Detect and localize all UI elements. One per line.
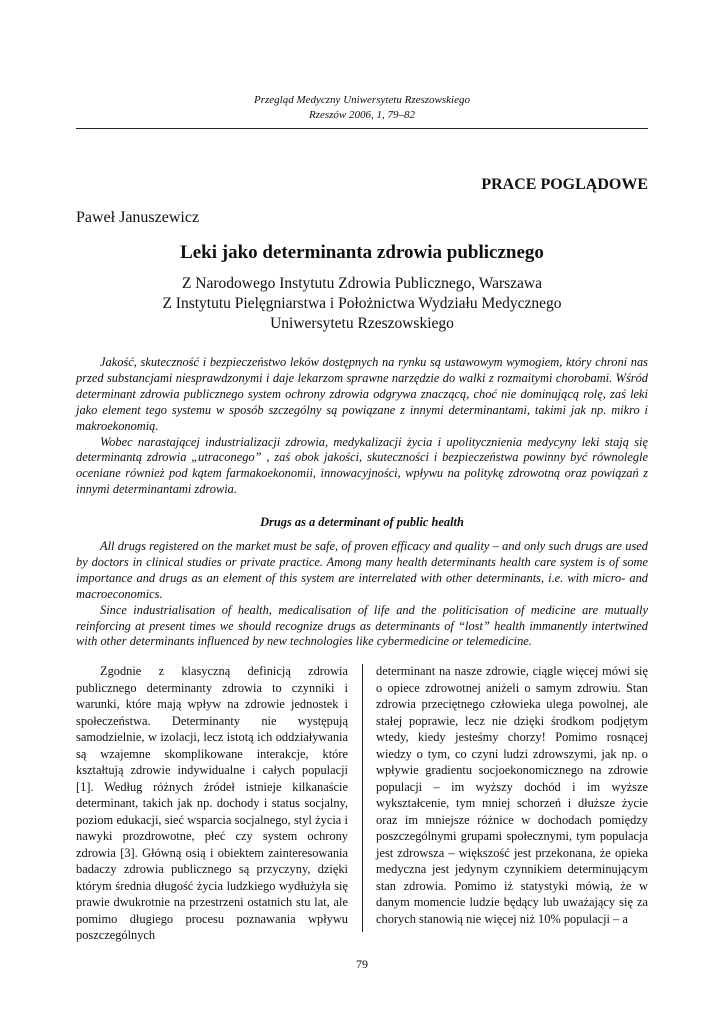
author-name: Paweł Januszewicz: [76, 209, 200, 226]
abstract-paragraph: Since industrialisation of health, medicalisation of life and the politicisation of medicine are mutually reinforcing at present times we should recognize drugs as determinants of “lost” health immanently intertwined with other determinants influenced by new technologies like cybermedicine or telemedicine.: [76, 602, 648, 649]
abstract-english: [76, 539, 648, 650]
affiliation-line: Uniwersytetu Rzeszowskiego: [270, 315, 454, 332]
body-paragraph: Zgodnie z klasyczną definicją zdrowia publicznego determinanty zdrowia to czynniki i warunki, które mają wpływ na zdrowie jednostek i społeczeństwa. Determinanty nie występują samodzielnie, w izolacji, lecz istotą ich oddziaływania są wzajemne skomplikowane interakcje, które kształtują zdrowie indywidualne i całych populacji [1]. Według różnych źródeł istnieje kilkanaście determinant, takich jak np. dochody i status socjalny, poziom edukacji, sieć wsparcia socjalnego, styl życia i nawyki prozdrowotne, płeć czy system ochrony zdrowia [3]. Główną osią i obiektem zainteresowania badaczy zdrowia publicznego są przyczyny, dzięki którym średnia długość życia ludzkiego wydłużyła się prawie dwukrotnie na przestrzeni ostatnich stu lat, ale pomimo długiego procesu poznawania wpływu poszczególnych: [76, 664, 348, 942]
page-number: 79: [356, 957, 368, 971]
affiliations: [0, 274, 724, 334]
column-divider: [362, 664, 363, 932]
affiliation-line: Z Narodowego Instytutu Zdrowia Publicznego, Warszawa: [181, 275, 543, 292]
body-column-right: [376, 663, 648, 927]
affiliation-line: Z Instytutu Pielęgniarstwa i Położnictwa Wydziału Medycznego: [162, 295, 562, 312]
body-paragraph: determinant na nasze zdrowie, ciągle więcej mówi się o opiece zdrowotnej aniżeli o samym zdrowiu. Stan zdrowia przeciętnego człowieka ulega powolnej, ale stałej poprawie, lecz nie dzięki środkom podjętym wtedy, kiedy jesteśmy chorzy! Pomimo rosnącej wiedzy o tym, co czyni ludzi zdrowszymi, jak np. o wpływie gradientu socjoekonomicznego na zdrowie populacji – im wyższy dochód i im wyższe wykształcenie, tym mniej schorzeń i dłuższe życie oraz im mniejsze różnice w dochodach pomiędzy poszczególnymi grupami społecznymi, tym populacja jest zdrowsza – większość jest przekonana, że opieka medyczna jest jedynym czynnikiem determinującym stan zdrowia. Pomimo iż statystyki mówią, że w danym momencie ludzie będący lub uważający się za chorych stanowią nie więcej niż 10% populacji – a: [376, 664, 648, 926]
abstract-polish: [76, 355, 648, 498]
journal-citation: Rzeszów 2006, 1, 79–82: [308, 109, 416, 121]
header-rule: [76, 128, 648, 129]
english-title: Drugs as a determinant of public health: [260, 515, 464, 529]
body-column-left: [76, 663, 348, 944]
running-header: [0, 93, 724, 123]
abstract-paragraph: Wobec narastającej industrializacji zdrowia, medykalizacji życia i upolitycznienia medycyny leki stają się determinantą zdrowia „utraconego” , zaś obok jakości, skuteczności i bezpieczeństwa powinny być równolegle oceniane również pod kątem farmakoekonomii, innowacyjności, wpływu na politykę zdrowotną oraz powiązań z innymi determinantami zdrowia.: [76, 434, 648, 497]
journal-name: Przegląd Medyczny Uniwersytetu Rzeszowskiego: [254, 94, 470, 106]
abstract-paragraph: Jakość, skuteczność i bezpieczeństwo leków dostępnych na rynku są ustawowym wymogiem, który chroni nas przed substancjami niesprawdzonymi i daje lekarzom sprawne narzędzie do walki z rozmaitymi chorobami. Wśród determinant zdrowia publicznego system ochrony zdrowia odgrywa znaczącą, choć nie dominującą rolę, zaś leki jako element tego systemu w sposób szczególny są powiązane z innymi determinantami, takimi jak np. mikro i makroekonomią.: [76, 355, 648, 433]
abstract-paragraph: All drugs registered on the market must be safe, of proven efficacy and quality – and only such drugs are used by doctors in clinical studies or private practice. Among many health determinants health care system is of some importance and drugs as an element of this system are interrelated with other determinants, i.e. with micro- and macroeconomics.: [76, 539, 648, 601]
section-label: PRACE POGLĄDOWE: [481, 176, 648, 193]
article-title: Leki jako determinanta zdrowia publicznego: [180, 242, 544, 263]
